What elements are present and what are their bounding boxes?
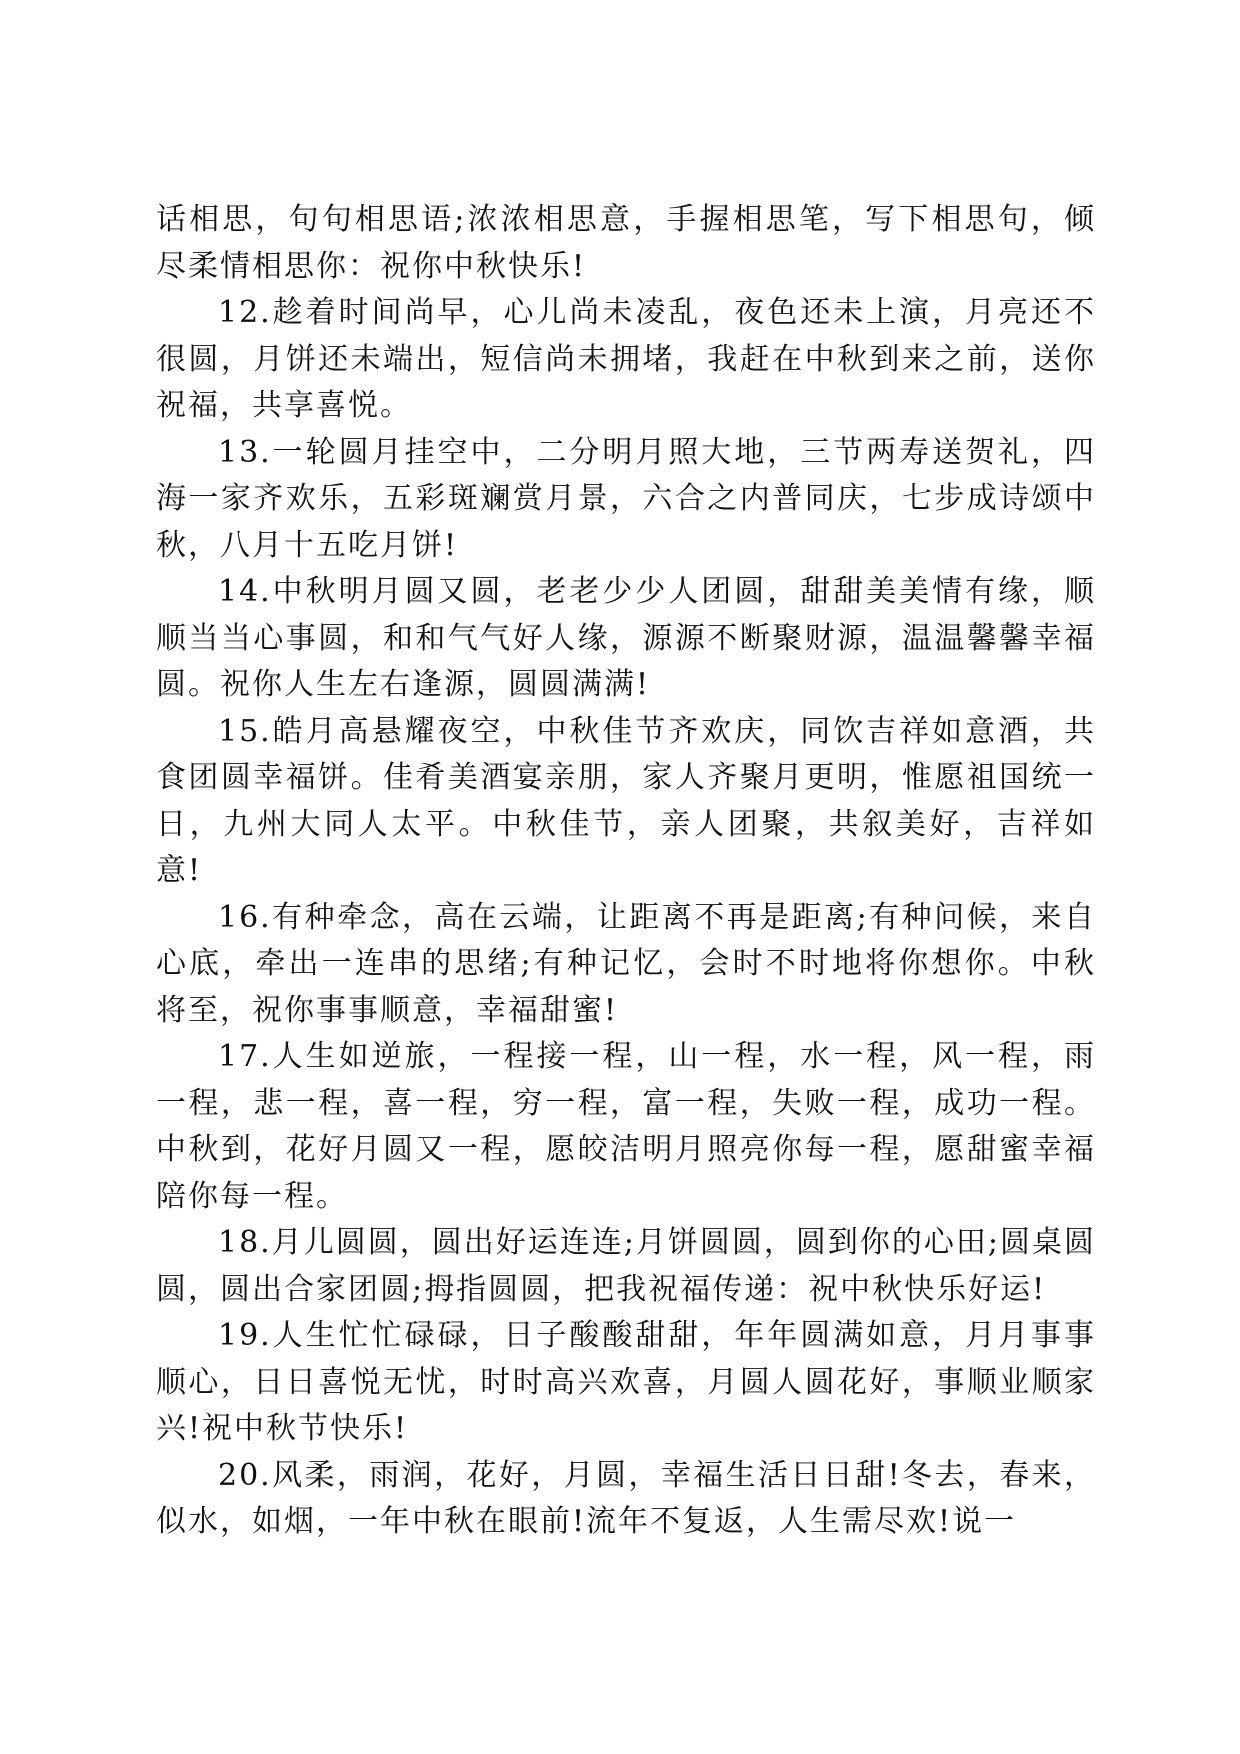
document-body: [156, 197, 1096, 1546]
paragraph-item-16: 16.有种牵念，高在云端，让距离不再是距离;有种问候，来自心底，牵出一连串的思绪;有种记忆，会时不时地将你想你。中秋将至，祝你事事顺意，幸福甜蜜!: [156, 899, 1096, 1028]
paragraph-item-15: 15.皓月高悬耀夜空，中秋佳节齐欢庆，同饮吉祥如意酒，共食团圆幸福饼。佳肴美酒宴亲朋，家人齐聚月更明，惟愿祖国统一日，九州大同人太平。中秋佳节，亲人团聚，共叙美好，吉祥如意!: [156, 713, 1096, 888]
paragraph-item-18: 18.月儿圆圆，圆出好运连连;月饼圆圆，圆到你的心田;圆桌圆圆，圆出合家团圆;拇指圆圆，把我祝福传递：祝中秋快乐好运!: [156, 1225, 1096, 1307]
paragraph-item-12: 12.趁着时间尚早，心儿尚未凌乱，夜色还未上演，月亮还不很圆，月饼还未端出，短信尚未拥堵，我赶在中秋到来之前，送你祝福，共享喜悦。: [156, 295, 1096, 423]
paragraph-item-19: 19.人生忙忙碌碌，日子酸酸甜甜，年年圆满如意，月月事事顺心，日日喜悦无忧，时时高兴欢喜，月圆人圆花好，事顺业顺家兴!祝中秋节快乐!: [156, 1318, 1096, 1446]
paragraph-item-14: 14.中秋明月圆又圆，老老少少人团圆，甜甜美美情有缘，顺顺当当心事圆，和和气气好人缘，源源不断聚财源，温温馨馨幸福圆。祝你人生左右逢源，圆圆满满!: [156, 574, 1096, 702]
paragraph-continuation: 话相思，句句相思语;浓浓相思意，手握相思笔，写下相思句，倾尽柔情相思你：祝你中秋快乐!: [156, 202, 1096, 284]
paragraph-item-13: 13.一轮圆月挂空中，二分明月照大地，三节两寿送贺礼，四海一家齐欢乐，五彩斑斓赏月景，六合之内普同庆，七步成诗颂中秋，八月十五吃月饼!: [156, 434, 1096, 563]
paragraph-item-17: 17.人生如逆旅，一程接一程，山一程，水一程，风一程，雨一程，悲一程，喜一程，穷一程，富一程，失败一程，成功一程。中秋到，花好月圆又一程，愿皎洁明月照亮你每一程，愿甜蜜幸福陪你每一程。: [156, 1039, 1096, 1214]
paragraph-item-20: 20.风柔，雨润，花好，月圆，幸福生活日日甜!冬去，春来，似水，如烟，一年中秋在眼前!流年不复返，人生需尽欢!说一: [156, 1457, 1096, 1539]
